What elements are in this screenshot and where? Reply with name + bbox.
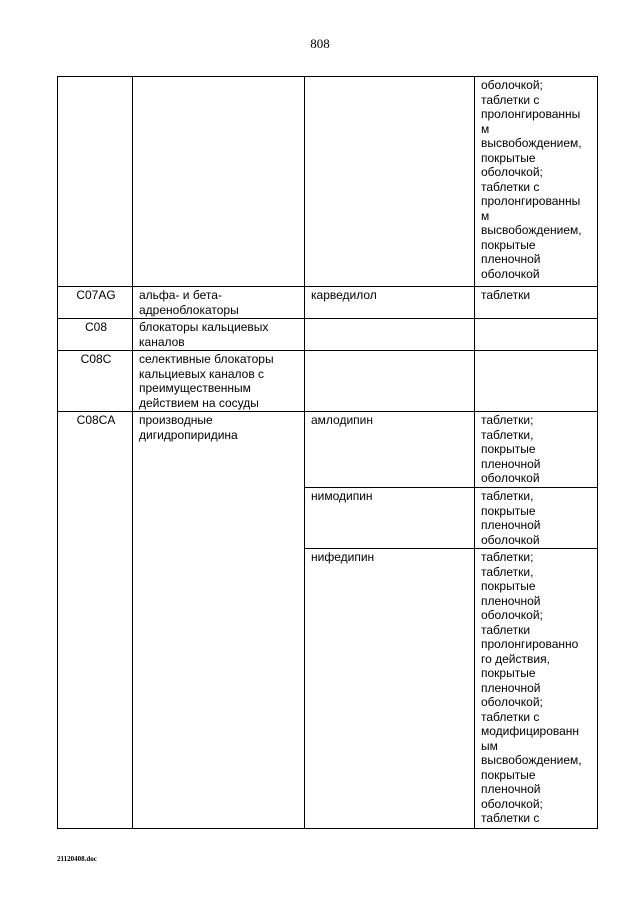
group-name-line: каналов bbox=[139, 334, 185, 349]
dosage-form-line: высвобождением, bbox=[481, 223, 582, 237]
dosage-form-line: пролонгированно bbox=[481, 637, 579, 651]
dosage-form-line: таблетки, bbox=[481, 489, 534, 503]
drug-name-cell bbox=[305, 351, 475, 412]
drug-table bbox=[57, 76, 598, 829]
drug-name-cell: амлодипин bbox=[305, 412, 475, 488]
dosage-form-line: покрытые bbox=[481, 150, 536, 165]
dosage-form-line: оболочкой; bbox=[481, 796, 543, 811]
dosage-form-line: покрытые bbox=[481, 666, 536, 680]
dosage-forms-cell bbox=[475, 488, 598, 549]
dosage-form-line: оболочкой; bbox=[481, 695, 543, 709]
group-name-line: действием на сосуды bbox=[139, 395, 259, 410]
dosage-form-line: покрытые bbox=[481, 442, 536, 456]
dosage-form-line: оболочкой; bbox=[481, 165, 543, 179]
dosage-forms-cell bbox=[475, 351, 598, 412]
table-row bbox=[58, 351, 598, 412]
dosage-form-line: оболочкой bbox=[481, 532, 540, 547]
group-name-line: дигидропиридина bbox=[139, 427, 238, 442]
atc-code-cell: C07AG bbox=[58, 287, 133, 319]
dosage-form-line: таблетки bbox=[481, 288, 531, 302]
dosage-form-line: оболочкой bbox=[481, 266, 540, 281]
dosage-form-line: покрытые bbox=[481, 237, 536, 252]
drug-name-cell: нифедипин bbox=[305, 549, 475, 829]
group-name-cell bbox=[133, 351, 305, 412]
dosage-forms-cell bbox=[475, 319, 598, 351]
document-filename-footer: 21120408.doc bbox=[57, 855, 97, 863]
dosage-form-line: покрытые bbox=[481, 767, 536, 782]
group-name-cell bbox=[133, 319, 305, 351]
dosage-form-line: высвобождением, bbox=[481, 753, 582, 767]
dosage-form-line: покрытые bbox=[481, 579, 536, 593]
group-name-line: преимущественным bbox=[139, 381, 251, 395]
dosage-form-line: ым bbox=[481, 738, 498, 753]
dosage-forms-cell bbox=[475, 549, 598, 829]
page-number: 808 bbox=[310, 36, 330, 51]
dosage-forms-cell bbox=[475, 77, 598, 287]
table-row bbox=[58, 77, 598, 287]
dosage-form-line: таблетки с bbox=[481, 709, 540, 724]
dosage-form-line: пленочной bbox=[481, 680, 541, 695]
dosage-form-line: покрытые bbox=[481, 503, 536, 518]
group-name-line: производные bbox=[139, 413, 213, 427]
atc-code-cell: C08 bbox=[58, 319, 133, 351]
atc-code-cell bbox=[58, 77, 133, 287]
group-name-line: селективные блокаторы bbox=[139, 352, 274, 366]
dosage-form-line: оболочкой; bbox=[481, 608, 543, 622]
dosage-form-line: пролонгированны bbox=[481, 194, 581, 208]
drug-name-cell: карведилол bbox=[305, 287, 475, 319]
dosage-form-line: таблетки; bbox=[481, 550, 534, 564]
atc-code-cell: C08CA bbox=[58, 412, 133, 829]
table-row bbox=[58, 287, 598, 319]
drug-name-cell bbox=[305, 319, 475, 351]
dosage-forms-cell bbox=[475, 287, 598, 319]
group-name-line: альфа- и бета- bbox=[139, 288, 222, 302]
dosage-form-line: пленочной bbox=[481, 593, 541, 608]
dosage-forms-cell bbox=[475, 412, 598, 488]
dosage-form-line: модифицированн bbox=[481, 724, 580, 738]
dosage-form-line: оболочкой; bbox=[481, 78, 543, 92]
dosage-form-line: таблетки; bbox=[481, 413, 534, 427]
dosage-form-line: таблетки с bbox=[481, 179, 540, 194]
group-name-line: адреноблокаторы bbox=[139, 302, 239, 317]
dosage-form-line: высвобождением, bbox=[481, 136, 582, 150]
table-row bbox=[58, 319, 598, 351]
dosage-form-line: пленочной bbox=[481, 518, 541, 532]
dosage-form-line: пролонгированны bbox=[481, 107, 581, 121]
dosage-form-line: м bbox=[481, 208, 490, 223]
dosage-form-line: пленочной bbox=[481, 252, 541, 266]
group-name-line: блокаторы кальциевых bbox=[139, 320, 269, 334]
dosage-form-line: пленочной bbox=[481, 456, 541, 471]
group-name-cell bbox=[133, 287, 305, 319]
atc-code-cell: C08C bbox=[58, 351, 133, 412]
group-name-cell bbox=[133, 412, 305, 829]
group-name-cell bbox=[133, 77, 305, 287]
dosage-form-line: м bbox=[481, 121, 490, 136]
table-row bbox=[58, 412, 598, 488]
dosage-form-line: го действия, bbox=[481, 651, 550, 666]
dosage-form-line: оболочкой bbox=[481, 471, 540, 485]
dosage-form-line: таблетки с bbox=[481, 92, 540, 107]
dosage-form-line: пленочной bbox=[481, 782, 541, 796]
dosage-form-line: таблетки bbox=[481, 622, 531, 637]
dosage-form-line: таблетки с bbox=[481, 811, 540, 825]
drug-name-cell bbox=[305, 77, 475, 287]
dosage-form-line: таблетки, bbox=[481, 427, 534, 442]
group-name-line: кальциевых каналов с bbox=[139, 366, 265, 381]
dosage-form-line: таблетки, bbox=[481, 564, 534, 579]
drug-name-cell: нимодипин bbox=[305, 488, 475, 549]
